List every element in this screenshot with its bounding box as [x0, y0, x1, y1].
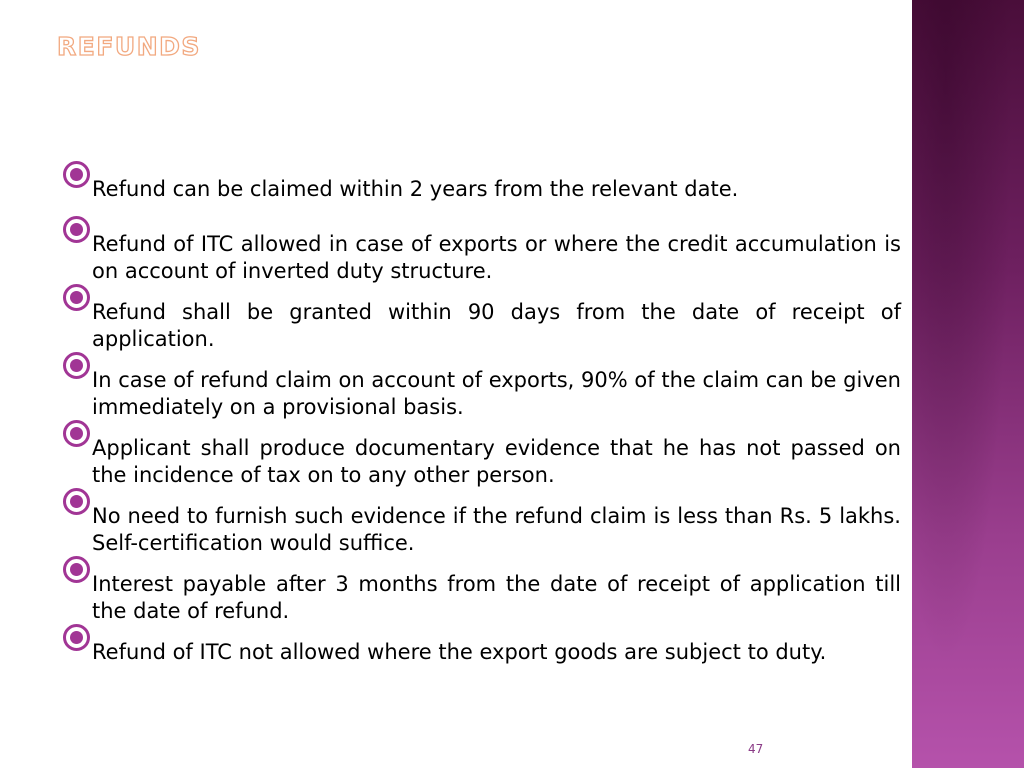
circled-dot-icon: [63, 624, 90, 651]
bullet-text: Interest payable after 3 months from the date of receipt of application till the date of refund.: [92, 572, 901, 623]
bullet-text: Refund of ITC allowed in case of exports or where the credit accumulation is on account of inverted duty structure.: [92, 232, 901, 283]
circled-dot-icon: [63, 352, 90, 379]
circled-dot-icon: [63, 488, 90, 515]
slide-number: 47: [748, 742, 764, 756]
bullet-item: [92, 430, 901, 489]
bullet-text: In case of refund claim on account of exports, 90% of the claim can be given immediately on a provisional basis.: [92, 368, 901, 419]
circled-dot-icon: [63, 420, 90, 447]
bullet-text: Refund shall be granted within 90 days from the date of receipt of application.: [92, 300, 901, 351]
circled-dot-icon: [63, 556, 90, 583]
bullet-list: [92, 171, 901, 675]
bullet-text: Applicant shall produce documentary evidence that he has not passed on the incidence of tax on to any other person.: [92, 436, 901, 487]
bullet-text: Refund can be claimed within 2 years from the relevant date.: [92, 177, 739, 201]
bullet-text: Refund of ITC not allowed where the export goods are subject to duty.: [92, 640, 827, 664]
bullet-item: [92, 171, 901, 203]
bullet-item: [92, 362, 901, 421]
bullet-item: [92, 566, 901, 625]
bullet-item: [92, 498, 901, 557]
bullet-item: [92, 226, 901, 285]
bullet-item: [92, 634, 901, 666]
slide-title: REFUNDS: [57, 32, 201, 61]
circled-dot-icon: [63, 284, 90, 311]
bullet-item: [92, 294, 901, 353]
circled-dot-icon: [63, 216, 90, 243]
bullet-text: No need to furnish such evidence if the refund claim is less than Rs. 5 lakhs. Self-certification would suffice.: [92, 504, 901, 555]
decorative-side-band: [912, 0, 1024, 768]
circled-dot-icon: [63, 161, 90, 188]
